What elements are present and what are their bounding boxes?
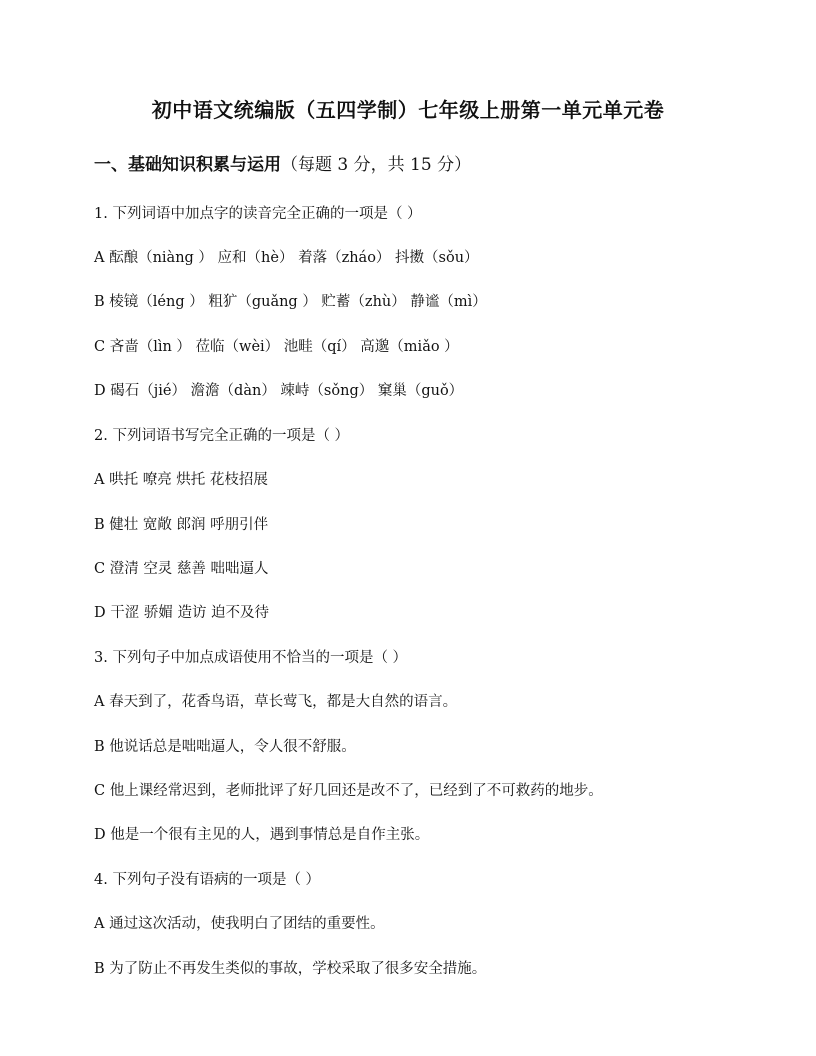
question-3-option-d: D 他是一个很有主见的人，遇到事情总是自作主张。 <box>94 827 430 843</box>
question-1-stem: 1. 下列词语中加点字的读音完全正确的一项是（ ） <box>94 206 422 222</box>
question-3-option-c: C 他上课经常迟到，老师批评了好几回还是改不了，已经到了不可救药的地步。 <box>94 783 603 799</box>
question-3-option-a: A 春天到了，花香鸟语，草长莺飞，都是大自然的语言。 <box>94 694 458 710</box>
section-score-note: （每题 3 分，共 15 分） <box>281 155 472 175</box>
question-2-stem: 2. 下列词语书写完全正确的一项是（ ） <box>94 428 350 444</box>
question-3-stem: 3. 下列句子中加点成语使用不恰当的一项是（ ） <box>94 650 408 666</box>
page-title: 初中语文统编版（五四学制）七年级上册第一单元单元卷 <box>151 98 665 122</box>
question-2-option-d: D 干涩 骄媚 造访 迫不及待 <box>94 605 270 621</box>
question-2-option-b: B 健壮 宽敞 郎润 呼朋引伴 <box>94 517 269 533</box>
question-2-option-a: A 哄托 嘹亮 烘托 花枝招展 <box>94 472 268 488</box>
question-2-option-c: C 澄清 空灵 慈善 咄咄逼人 <box>94 561 269 577</box>
question-4-option-b: B 为了防止不再发生类似的事故，学校采取了很多安全措施。 <box>94 961 487 977</box>
question-1-option-c: C 吝啬（lìn ） 莅临（wèi） 池畦（qí） 高邈（miǎo ） <box>94 339 459 355</box>
section-heading-text: 一、基础知识积累与运用 <box>94 155 281 175</box>
question-1-option-b: B 棱镜（léng ） 粗犷（guǎng ） 贮蓄（zhù） 静谧（mì） <box>94 294 487 310</box>
question-4-option-a: A 通过这次活动，使我明白了团结的重要性。 <box>94 916 385 932</box>
question-3-option-b: B 他说话总是咄咄逼人，令人很不舒服。 <box>94 739 356 755</box>
question-1-option-a: A 酝酿（niàng ） 应和（hè） 着落（zháo） 抖擞（sǒu） <box>94 250 479 266</box>
question-1-option-d: D 碣石（jié） 澹澹（dàn） 竦峙（sǒng） 窠巢（guǒ） <box>94 383 464 399</box>
section-heading <box>94 150 471 175</box>
question-4-stem: 4. 下列句子没有语病的一项是（ ） <box>94 872 321 888</box>
